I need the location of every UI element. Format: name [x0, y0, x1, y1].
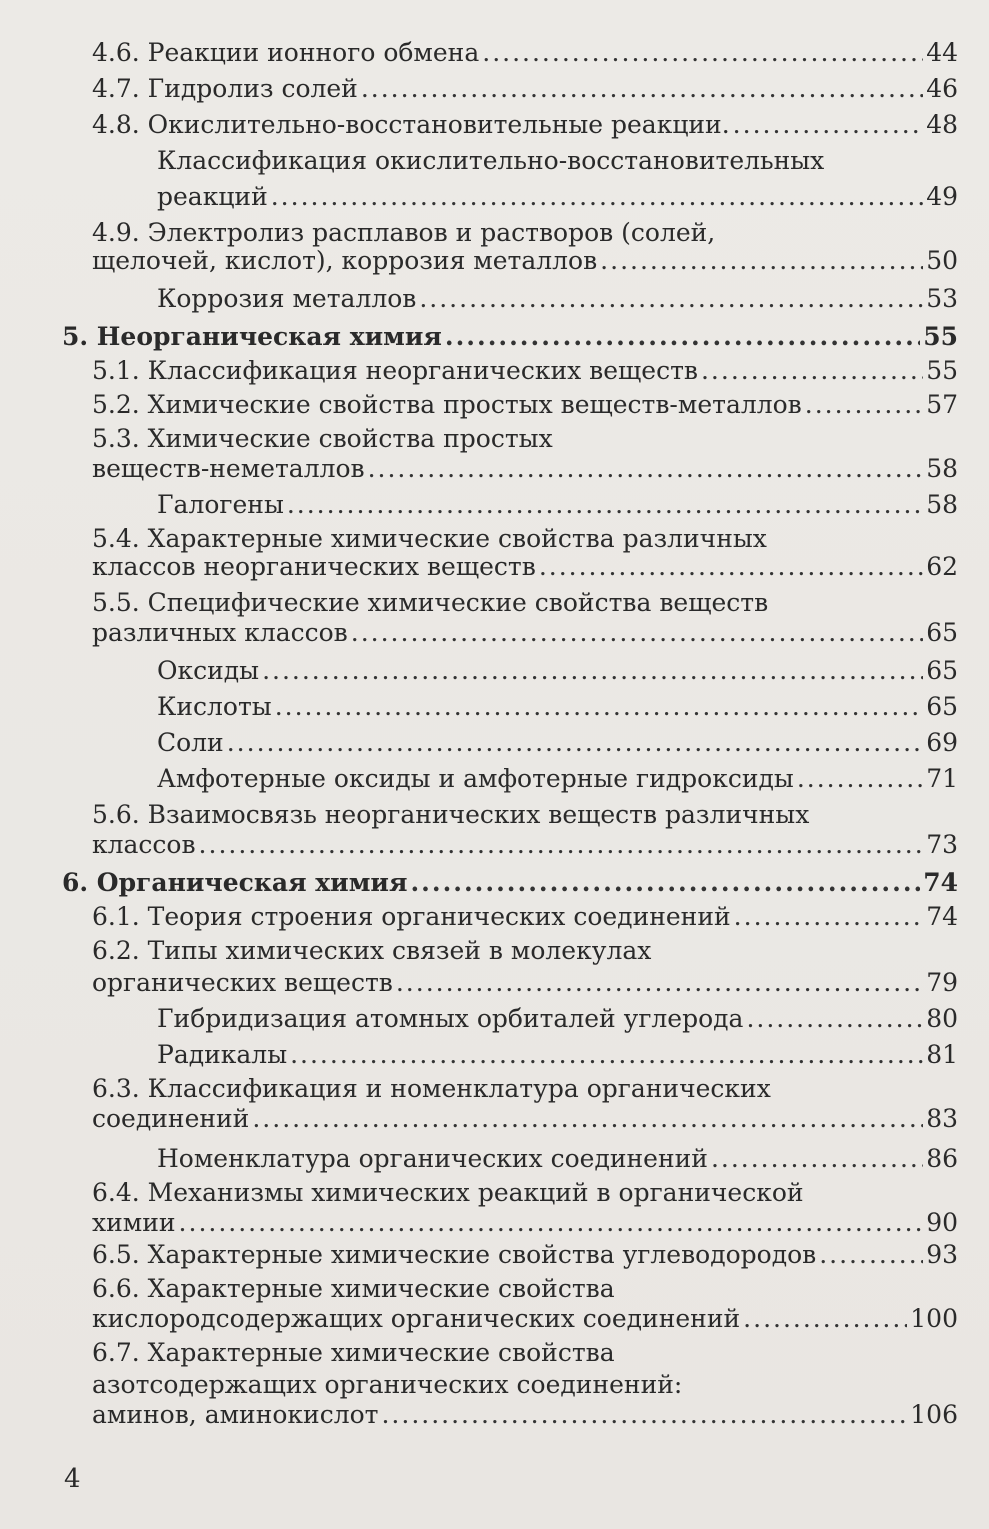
entry-page: 58	[926, 454, 958, 483]
toc-entry-redox-classification	[157, 146, 824, 176]
page-number: 4	[64, 1464, 81, 1494]
entry-page: 65	[926, 618, 958, 647]
entry-page: 90	[926, 1208, 958, 1237]
entry-title: щелочей, кислот), коррозия металлов	[92, 246, 598, 275]
toc-entry-salts	[157, 728, 958, 758]
entry-title: 6.4. Механизмы химических реакций в органической	[92, 1178, 804, 1207]
entry-title: аминов, аминокислот	[92, 1400, 379, 1429]
entry-title: реакций	[157, 182, 268, 211]
entry-title: Классификация окислительно-восстановительных	[157, 146, 825, 175]
entry-title: соединений	[92, 1104, 250, 1133]
entry-page: 100	[910, 1304, 958, 1333]
entry-page: 83	[926, 1104, 958, 1133]
toc-entry-5-6	[92, 800, 809, 830]
entry-title: 6.2. Типы химических связей в молекулах	[92, 936, 652, 965]
entry-page: 73	[926, 830, 958, 859]
entry-page: 65	[926, 692, 958, 721]
toc-entry-nomenclature	[157, 1144, 958, 1174]
entry-title: химии	[92, 1208, 176, 1237]
entry-title: органических веществ	[92, 968, 393, 997]
toc-entry-5-5	[92, 588, 768, 618]
entry-title: 5.1. Классификация неорганических веществ	[92, 356, 698, 385]
entry-page: 44	[926, 38, 958, 67]
entry-title: 6.3. Классификация и номенклатура органических	[92, 1074, 771, 1103]
entry-title: Соли	[157, 728, 224, 757]
entry-title: Гибридизация атомных орбиталей углерода	[157, 1004, 744, 1033]
entry-page: 55	[923, 322, 958, 351]
toc-entry-redox-classification-cont	[157, 182, 958, 212]
entry-title: различных классов	[92, 618, 348, 647]
entry-title: 6.6. Характерные химические свойства	[92, 1274, 615, 1303]
toc-entry-5-1	[92, 356, 958, 386]
entry-title: 6.7. Характерные химические свойства	[92, 1338, 615, 1367]
entry-title: классов	[92, 830, 196, 859]
entry-page: 93	[926, 1240, 958, 1269]
entry-page: 86	[926, 1144, 958, 1173]
entry-title: 5.4. Характерные химические свойства различных	[92, 524, 767, 553]
entry-title: азотсодержащих органических соединений:	[92, 1370, 683, 1399]
toc-entry-4-7	[92, 74, 958, 104]
entry-title: Радикалы	[157, 1040, 288, 1069]
entry-title: 4.9. Электролиз расплавов и растворов (солей,	[92, 218, 716, 247]
toc-entry-6-6	[92, 1274, 615, 1304]
toc-entry-6-6-cont	[92, 1304, 958, 1334]
entry-page: 57	[926, 390, 958, 419]
entry-page: 74	[926, 902, 958, 931]
toc-entry-6-2-cont	[92, 968, 958, 998]
toc-entry-5-5-cont	[92, 618, 958, 648]
toc-entry-acids	[157, 692, 958, 722]
entry-title: 5.6. Взаимосвязь неорганических веществ различных	[92, 800, 810, 829]
entry-page: 62	[926, 552, 958, 581]
entry-title: Оксиды	[157, 656, 260, 685]
entry-title: 5.5. Специфические химические свойства веществ	[92, 588, 769, 617]
entry-title: 5.2. Химические свойства простых веществ-металлов	[92, 390, 802, 419]
entry-page: 106	[910, 1400, 958, 1429]
toc-chapter-5	[62, 322, 958, 352]
toc-entry-oxides	[157, 656, 958, 686]
entry-title: 6.1. Теория строения органических соединений	[92, 902, 731, 931]
entry-title: веществ-неметаллов	[92, 454, 365, 483]
entry-page: 79	[926, 968, 958, 997]
entry-title: Номенклатура органических соединений	[157, 1144, 708, 1173]
toc-entry-6-1	[92, 902, 958, 932]
entry-title: Галогены	[157, 490, 284, 519]
entry-title: 4.8. Окислительно-восстановительные реакции.	[92, 110, 730, 139]
entry-title: Коррозия металлов	[157, 284, 417, 313]
entry-title: Амфотерные оксиды и амфотерные гидроксиды	[157, 764, 794, 793]
toc-entry-5-2	[92, 390, 958, 420]
entry-page: 53	[926, 284, 958, 313]
toc-entry-halogens	[157, 490, 958, 520]
entry-page: 48	[926, 110, 958, 139]
entry-page: 46	[926, 74, 958, 103]
entry-title: 6.5. Характерные химические свойства углеводородов	[92, 1240, 817, 1269]
toc-entry-4-9-cont	[92, 246, 958, 276]
toc-entry-corrosion	[157, 284, 958, 314]
entry-page: 74	[923, 868, 958, 897]
toc-entry-6-4-cont	[92, 1208, 958, 1238]
toc-entry-5-4-cont	[92, 552, 958, 582]
toc-entry-6-7-end	[92, 1400, 958, 1430]
toc-entry-5-6-cont	[92, 830, 958, 860]
entry-title: кислородсодержащих органических соединений	[92, 1304, 741, 1333]
toc-entry-4-9	[92, 218, 715, 248]
entry-title: 4.6. Реакции ионного обмена	[92, 38, 480, 67]
entry-page: 81	[926, 1040, 958, 1069]
toc-entry-6-7	[92, 1338, 615, 1368]
toc-entry-5-3	[92, 424, 553, 454]
entry-page: 69	[926, 728, 958, 757]
toc-entry-5-4	[92, 524, 767, 554]
toc-entry-6-2	[92, 936, 651, 966]
toc-entry-6-7-cont	[92, 1370, 682, 1400]
entry-title: 5.3. Химические свойства простых	[92, 424, 553, 453]
toc-entry-4-8	[92, 110, 958, 140]
entry-title: классов неорганических веществ	[92, 552, 536, 581]
entry-title: Кислоты	[157, 692, 272, 721]
toc-entry-6-3-cont	[92, 1104, 958, 1134]
entry-page: 50	[926, 246, 958, 275]
entry-title: 4.7. Гидролиз солей	[92, 74, 358, 103]
toc-entry-6-5	[92, 1240, 958, 1270]
entry-page: 71	[926, 764, 958, 793]
toc-entry-6-4	[92, 1178, 804, 1208]
toc-chapter-6	[62, 868, 958, 898]
entry-page: 65	[926, 656, 958, 685]
entry-page: 80	[926, 1004, 958, 1033]
toc-entry-6-3	[92, 1074, 771, 1104]
toc-entry-5-3-cont	[92, 454, 958, 484]
toc-entry-hybridization	[157, 1004, 958, 1034]
toc-entry-radicals	[157, 1040, 958, 1070]
entry-page: 49	[926, 182, 958, 211]
entry-page: 55	[926, 356, 958, 385]
entry-page: 58	[926, 490, 958, 519]
toc-entry-amphoteric	[157, 764, 958, 794]
chapter-title: 6. Органическая химия	[62, 868, 408, 897]
chapter-title: 5. Неорганическая химия	[62, 322, 442, 351]
toc-entry-4-6	[92, 38, 958, 68]
